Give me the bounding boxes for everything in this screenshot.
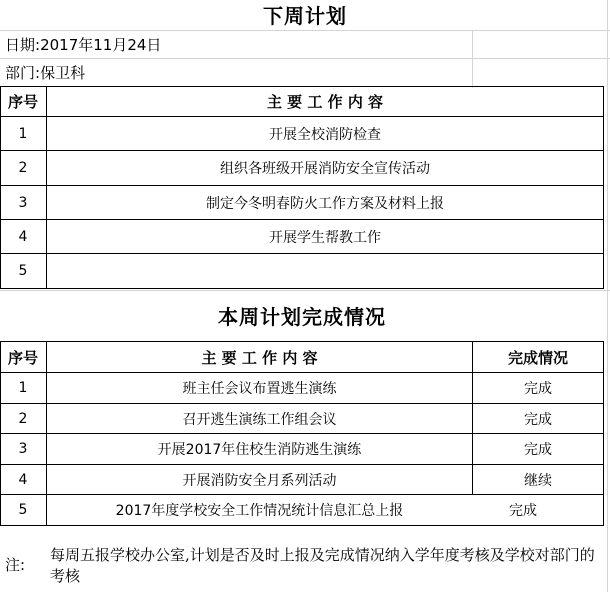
note-text: 每周五报学校办公室,计划是否及时上报及完成情况纳入学年度考核及学校对部门的考核 <box>50 546 595 585</box>
row-content: 2017年度学校安全工作情况统计信息汇总上报 <box>115 503 404 519</box>
row-status: 完成 <box>509 503 537 519</box>
row-content: 开展2017年住校生消防逃生演练 <box>157 442 362 458</box>
date-row <box>5 31 161 58</box>
col-header-content: 主 要 工 作 内 容 <box>266 93 384 111</box>
row-seq: 3 <box>18 194 28 211</box>
col-header-seq: 序号 <box>7 348 38 367</box>
col-header-status: 完成情况 <box>507 348 568 367</box>
section-title: 本周计划完成情况 <box>218 305 386 329</box>
row-content: 开展学生帮教工作 <box>269 229 381 246</box>
row-status: 完成 <box>524 381 552 397</box>
row-seq: 3 <box>18 441 28 457</box>
page-title: 下周计划 <box>263 4 347 28</box>
row-seq: 2 <box>18 160 28 176</box>
table-border <box>603 341 604 526</box>
date-value: 2017年11月24日 <box>40 36 162 54</box>
row-content: 班主任会议布置逃生演练 <box>182 381 337 397</box>
row-seq: 4 <box>18 228 28 245</box>
row-seq: 2 <box>18 410 28 427</box>
gridline <box>607 0 608 592</box>
row-content: 制定今冬明春防火工作方案及材料上报 <box>206 195 444 212</box>
row-seq: 5 <box>18 263 28 279</box>
row-seq: 1 <box>18 380 28 396</box>
dept-value: 保卫科 <box>40 64 86 82</box>
dept-row <box>5 59 85 86</box>
dept-label: 部门: <box>5 64 41 82</box>
table-border <box>0 525 604 526</box>
row-status: 完成 <box>524 411 552 428</box>
gridline <box>0 290 610 291</box>
row-content: 开展全校消防检查 <box>269 126 381 143</box>
row-content: 召开逃生演练工作组会议 <box>182 411 337 428</box>
col-header-seq: 序号 <box>7 93 38 111</box>
gridline <box>472 30 473 88</box>
row-seq: 4 <box>18 471 28 488</box>
row-content <box>47 254 603 288</box>
table-border <box>0 288 604 289</box>
table-border <box>603 86 604 289</box>
row-seq: 1 <box>18 125 28 142</box>
col-header-content: 主 要 工 作 内 容 <box>201 348 318 367</box>
date-label: 日期: <box>5 36 41 54</box>
note-label: 注: <box>5 555 26 574</box>
row-status: 继续 <box>524 472 552 489</box>
gridline <box>0 58 610 59</box>
row-content: 开展消防安全月系列活动 <box>182 472 337 489</box>
row-status: 完成 <box>524 442 552 458</box>
row-seq: 5 <box>18 502 28 518</box>
row-content: 组织各班级开展消防安全宣传活动 <box>220 161 430 177</box>
